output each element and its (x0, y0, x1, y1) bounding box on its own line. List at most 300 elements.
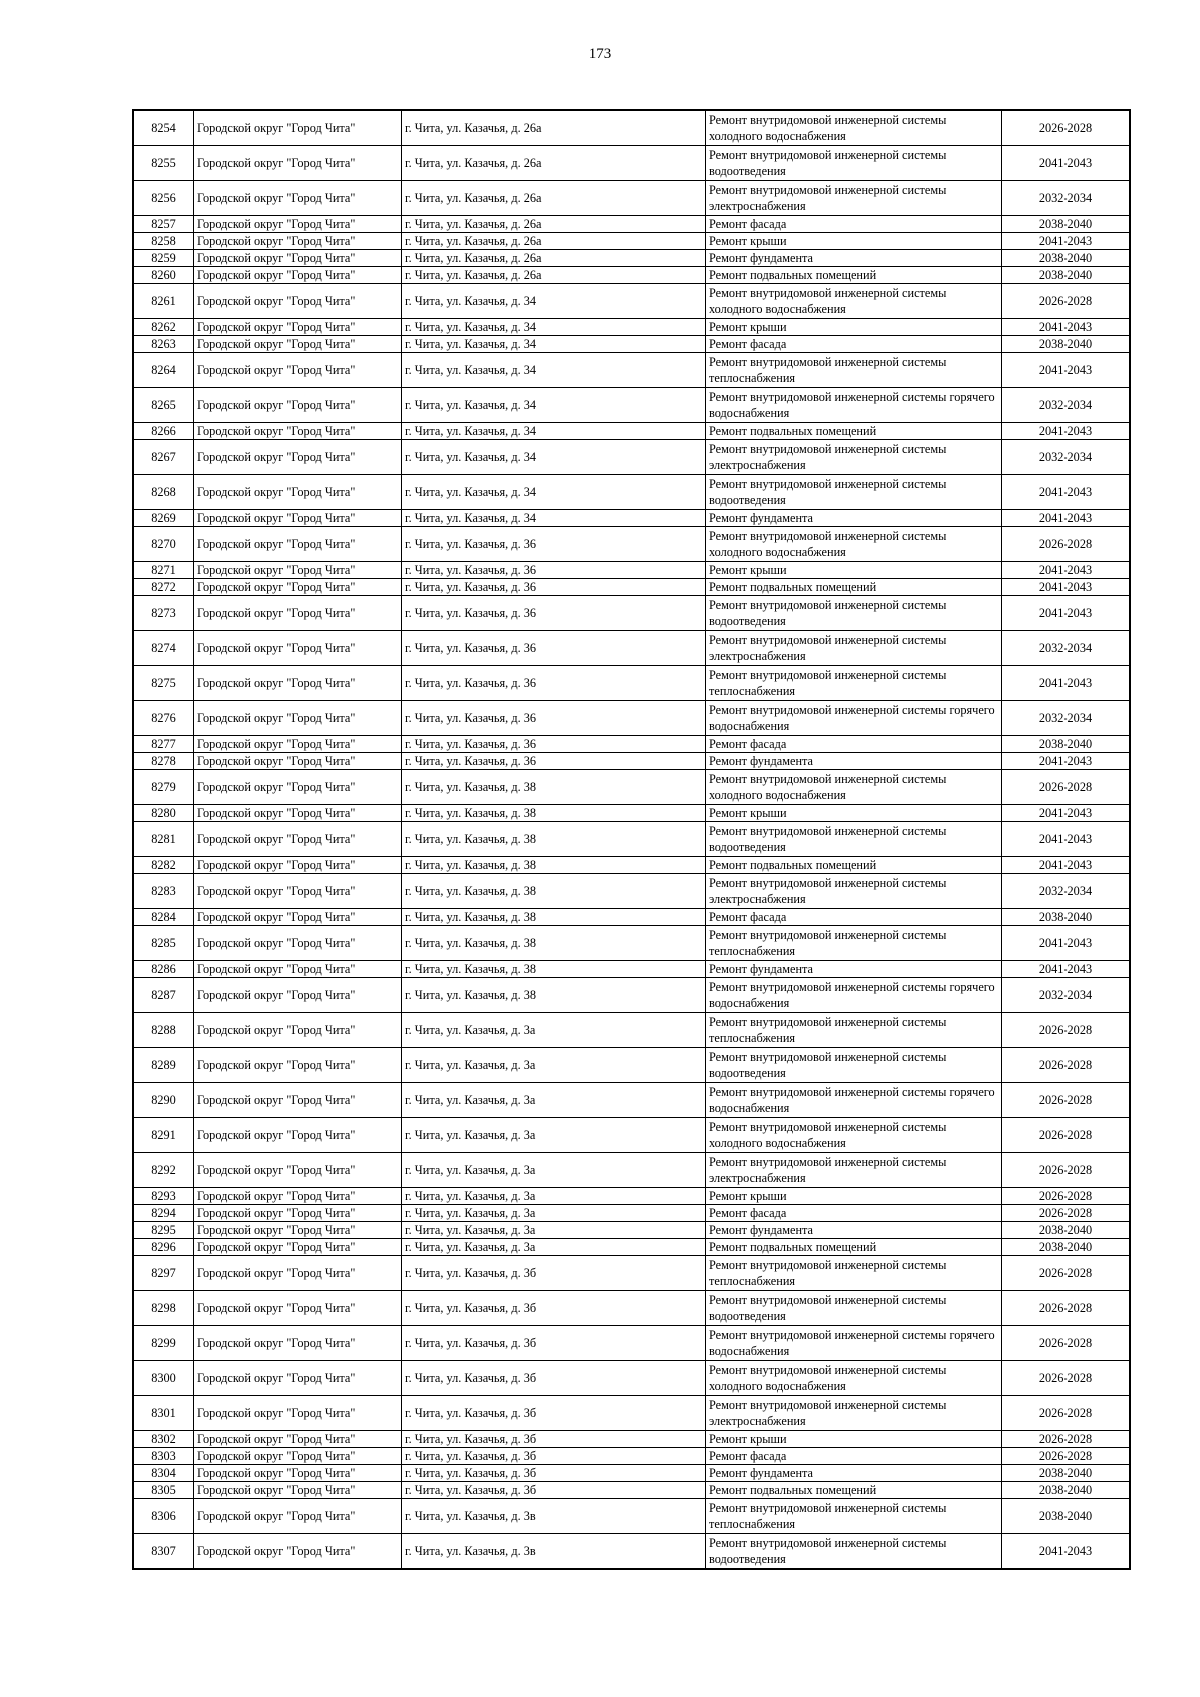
address-cell: г. Чита, ул. Казачья, д. 3а (402, 1118, 706, 1153)
work-type-cell: Ремонт внутридомовой инженерной системы холодного водоснабжения (706, 1361, 1002, 1396)
row-number-cell: 8277 (134, 736, 194, 753)
table-row (134, 1083, 1130, 1118)
period-cell: 2041-2043 (1002, 857, 1130, 874)
table-row (134, 336, 1130, 353)
work-type-cell: Ремонт внутридомовой инженерной системы водоотведения (706, 822, 1002, 857)
table-row (134, 1256, 1130, 1291)
address-cell: г. Чита, ул. Казачья, д. 36 (402, 753, 706, 770)
municipality-cell: Городской округ "Город Чита" (194, 1431, 402, 1448)
row-number-cell: 8280 (134, 805, 194, 822)
table-row (134, 978, 1130, 1013)
municipality-cell: Городской округ "Город Чита" (194, 1083, 402, 1118)
municipality-cell: Городской округ "Город Чита" (194, 666, 402, 701)
row-number-cell: 8304 (134, 1465, 194, 1482)
municipality-cell: Городской округ "Город Чита" (194, 909, 402, 926)
row-number-cell: 8289 (134, 1048, 194, 1083)
work-type-cell: Ремонт внутридомовой инженерной системы теплоснабжения (706, 1256, 1002, 1291)
row-number-cell: 8269 (134, 510, 194, 527)
table-row (134, 1153, 1130, 1188)
work-type-cell: Ремонт подвальных помещений (706, 1482, 1002, 1499)
row-number-cell: 8256 (134, 181, 194, 216)
period-cell: 2026-2028 (1002, 527, 1130, 562)
address-cell: г. Чита, ул. Казачья, д. 3а (402, 1083, 706, 1118)
address-cell: г. Чита, ул. Казачья, д. 36 (402, 527, 706, 562)
row-number-cell: 8265 (134, 388, 194, 423)
period-cell: 2032-2034 (1002, 874, 1130, 909)
period-cell: 2026-2028 (1002, 1326, 1130, 1361)
address-cell: г. Чита, ул. Казачья, д. 34 (402, 336, 706, 353)
table-row (134, 1188, 1130, 1205)
table-row (134, 111, 1130, 146)
address-cell: г. Чита, ул. Казачья, д. 3б (402, 1291, 706, 1326)
municipality-cell: Городской округ "Город Чита" (194, 336, 402, 353)
period-cell: 2026-2028 (1002, 1118, 1130, 1153)
municipality-cell: Городской округ "Город Чита" (194, 1013, 402, 1048)
work-type-cell: Ремонт подвальных помещений (706, 857, 1002, 874)
period-cell: 2041-2043 (1002, 805, 1130, 822)
work-type-cell: Ремонт фундамента (706, 250, 1002, 267)
work-type-cell: Ремонт внутридомовой инженерной системы электроснабжения (706, 1396, 1002, 1431)
period-cell: 2032-2034 (1002, 631, 1130, 666)
period-cell: 2038-2040 (1002, 909, 1130, 926)
period-cell: 2041-2043 (1002, 753, 1130, 770)
row-number-cell: 8295 (134, 1222, 194, 1239)
address-cell: г. Чита, ул. Казачья, д. 3б (402, 1361, 706, 1396)
table-row (134, 216, 1130, 233)
address-cell: г. Чита, ул. Казачья, д. 3а (402, 1205, 706, 1222)
work-type-cell: Ремонт фасада (706, 216, 1002, 233)
municipality-cell: Городской округ "Город Чита" (194, 857, 402, 874)
period-cell: 2026-2028 (1002, 284, 1130, 319)
municipality-cell: Городской округ "Город Чита" (194, 353, 402, 388)
municipality-cell: Городской округ "Город Чита" (194, 701, 402, 736)
row-number-cell: 8307 (134, 1534, 194, 1569)
table-row (134, 666, 1130, 701)
work-type-cell: Ремонт крыши (706, 1188, 1002, 1205)
period-cell: 2026-2028 (1002, 1153, 1130, 1188)
row-number-cell: 8257 (134, 216, 194, 233)
municipality-cell: Городской округ "Город Чита" (194, 388, 402, 423)
row-number-cell: 8264 (134, 353, 194, 388)
table-row (134, 736, 1130, 753)
municipality-cell: Городской округ "Город Чита" (194, 961, 402, 978)
work-type-cell: Ремонт внутридомовой инженерной системы холодного водоснабжения (706, 770, 1002, 805)
period-cell: 2041-2043 (1002, 926, 1130, 961)
row-number-cell: 8305 (134, 1482, 194, 1499)
municipality-cell: Городской округ "Город Чита" (194, 267, 402, 284)
address-cell: г. Чита, ул. Казачья, д. 36 (402, 666, 706, 701)
period-cell: 2041-2043 (1002, 510, 1130, 527)
address-cell: г. Чита, ул. Казачья, д. 3в (402, 1499, 706, 1534)
address-cell: г. Чита, ул. Казачья, д. 3б (402, 1256, 706, 1291)
address-cell: г. Чита, ул. Казачья, д. 38 (402, 822, 706, 857)
row-number-cell: 8255 (134, 146, 194, 181)
table-row (134, 181, 1130, 216)
period-cell: 2032-2034 (1002, 701, 1130, 736)
period-cell: 2026-2028 (1002, 1256, 1130, 1291)
table-row (134, 1118, 1130, 1153)
table-row (134, 250, 1130, 267)
work-type-cell: Ремонт фундамента (706, 510, 1002, 527)
period-cell: 2026-2028 (1002, 1291, 1130, 1326)
period-cell: 2026-2028 (1002, 1448, 1130, 1465)
table-body (134, 111, 1130, 1569)
table-row (134, 1013, 1130, 1048)
work-type-cell: Ремонт внутридомовой инженерной системы теплоснабжения (706, 1499, 1002, 1534)
table-row (134, 961, 1130, 978)
work-type-cell: Ремонт внутридомовой инженерной системы теплоснабжения (706, 1013, 1002, 1048)
table-row (134, 1326, 1130, 1361)
address-cell: г. Чита, ул. Казачья, д. 3б (402, 1326, 706, 1361)
work-type-cell: Ремонт внутридомовой инженерной системы водоотведения (706, 1291, 1002, 1326)
work-type-cell: Ремонт фасада (706, 1448, 1002, 1465)
work-type-cell: Ремонт внутридомовой инженерной системы электроснабжения (706, 1153, 1002, 1188)
address-cell: г. Чита, ул. Казачья, д. 3а (402, 1222, 706, 1239)
municipality-cell: Городской округ "Город Чита" (194, 510, 402, 527)
work-type-cell: Ремонт фундамента (706, 753, 1002, 770)
row-number-cell: 8259 (134, 250, 194, 267)
row-number-cell: 8268 (134, 475, 194, 510)
table-row (134, 319, 1130, 336)
row-number-cell: 8281 (134, 822, 194, 857)
row-number-cell: 8291 (134, 1118, 194, 1153)
municipality-cell: Городской округ "Город Чита" (194, 596, 402, 631)
municipality-cell: Городской округ "Город Чита" (194, 475, 402, 510)
municipality-cell: Городской округ "Город Чита" (194, 736, 402, 753)
table-row (134, 1534, 1130, 1569)
municipality-cell: Городской округ "Город Чита" (194, 233, 402, 250)
period-cell: 2038-2040 (1002, 216, 1130, 233)
period-cell: 2032-2034 (1002, 181, 1130, 216)
municipality-cell: Городской округ "Город Чита" (194, 1396, 402, 1431)
period-cell: 2041-2043 (1002, 822, 1130, 857)
work-type-cell: Ремонт внутридомовой инженерной системы теплоснабжения (706, 926, 1002, 961)
address-cell: г. Чита, ул. Казачья, д. 34 (402, 475, 706, 510)
work-type-cell: Ремонт крыши (706, 805, 1002, 822)
row-number-cell: 8287 (134, 978, 194, 1013)
table-row (134, 423, 1130, 440)
municipality-cell: Городской округ "Город Чита" (194, 1499, 402, 1534)
municipality-cell: Городской округ "Город Чита" (194, 1048, 402, 1083)
row-number-cell: 8261 (134, 284, 194, 319)
work-type-cell: Ремонт фундамента (706, 961, 1002, 978)
row-number-cell: 8285 (134, 926, 194, 961)
table-row (134, 805, 1130, 822)
table-row (134, 388, 1130, 423)
work-type-cell: Ремонт фасада (706, 1205, 1002, 1222)
address-cell: г. Чита, ул. Казачья, д. 3а (402, 1188, 706, 1205)
period-cell: 2038-2040 (1002, 1499, 1130, 1534)
address-cell: г. Чита, ул. Казачья, д. 26а (402, 216, 706, 233)
work-type-cell: Ремонт внутридомовой инженерной системы водоотведения (706, 1534, 1002, 1569)
municipality-cell: Городской округ "Город Чита" (194, 319, 402, 336)
table-row (134, 874, 1130, 909)
work-type-cell: Ремонт внутридомовой инженерной системы горячего водоснабжения (706, 701, 1002, 736)
row-number-cell: 8301 (134, 1396, 194, 1431)
table-row (134, 267, 1130, 284)
table-row (134, 562, 1130, 579)
work-type-cell: Ремонт фасада (706, 909, 1002, 926)
work-type-cell: Ремонт фундамента (706, 1222, 1002, 1239)
table-row (134, 353, 1130, 388)
row-number-cell: 8283 (134, 874, 194, 909)
row-number-cell: 8278 (134, 753, 194, 770)
address-cell: г. Чита, ул. Казачья, д. 38 (402, 926, 706, 961)
period-cell: 2026-2028 (1002, 1361, 1130, 1396)
municipality-cell: Городской округ "Город Чита" (194, 1534, 402, 1569)
municipality-cell: Городской округ "Город Чита" (194, 753, 402, 770)
work-type-cell: Ремонт внутридомовой инженерной системы холодного водоснабжения (706, 1118, 1002, 1153)
period-cell: 2026-2028 (1002, 1013, 1130, 1048)
address-cell: г. Чита, ул. Казачья, д. 38 (402, 874, 706, 909)
table-row (134, 440, 1130, 475)
period-cell: 2038-2040 (1002, 336, 1130, 353)
table-row (134, 1361, 1130, 1396)
table-row (134, 1448, 1130, 1465)
municipality-cell: Городской округ "Город Чита" (194, 1239, 402, 1256)
row-number-cell: 8293 (134, 1188, 194, 1205)
row-number-cell: 8260 (134, 267, 194, 284)
municipality-cell: Городской округ "Город Чита" (194, 1465, 402, 1482)
table-row (134, 527, 1130, 562)
work-type-cell: Ремонт крыши (706, 233, 1002, 250)
repair-schedule-table (133, 110, 1130, 1569)
work-type-cell: Ремонт внутридомовой инженерной системы электроснабжения (706, 874, 1002, 909)
table-row (134, 753, 1130, 770)
period-cell: 2038-2040 (1002, 1239, 1130, 1256)
period-cell: 2041-2043 (1002, 353, 1130, 388)
address-cell: г. Чита, ул. Казачья, д. 34 (402, 319, 706, 336)
municipality-cell: Городской округ "Город Чита" (194, 926, 402, 961)
row-number-cell: 8306 (134, 1499, 194, 1534)
table-row (134, 510, 1130, 527)
municipality-cell: Городской округ "Город Чита" (194, 1291, 402, 1326)
work-type-cell: Ремонт внутридомовой инженерной системы электроснабжения (706, 181, 1002, 216)
municipality-cell: Городской округ "Город Чита" (194, 562, 402, 579)
period-cell: 2026-2028 (1002, 1396, 1130, 1431)
row-number-cell: 8286 (134, 961, 194, 978)
row-number-cell: 8299 (134, 1326, 194, 1361)
address-cell: г. Чита, ул. Казачья, д. 3б (402, 1482, 706, 1499)
municipality-cell: Городской округ "Город Чита" (194, 770, 402, 805)
address-cell: г. Чита, ул. Казачья, д. 36 (402, 701, 706, 736)
work-type-cell: Ремонт внутридомовой инженерной системы горячего водоснабжения (706, 1083, 1002, 1118)
row-number-cell: 8258 (134, 233, 194, 250)
row-number-cell: 8276 (134, 701, 194, 736)
period-cell: 2032-2034 (1002, 440, 1130, 475)
address-cell: г. Чита, ул. Казачья, д. 3а (402, 1239, 706, 1256)
address-cell: г. Чита, ул. Казачья, д. 26а (402, 111, 706, 146)
municipality-cell: Городской округ "Город Чита" (194, 1118, 402, 1153)
period-cell: 2026-2028 (1002, 1205, 1130, 1222)
table-row (134, 857, 1130, 874)
table-row (134, 1222, 1130, 1239)
work-type-cell: Ремонт внутридомовой инженерной системы теплоснабжения (706, 353, 1002, 388)
address-cell: г. Чита, ул. Казачья, д. 36 (402, 596, 706, 631)
address-cell: г. Чита, ул. Казачья, д. 34 (402, 284, 706, 319)
row-number-cell: 8290 (134, 1083, 194, 1118)
period-cell: 2026-2028 (1002, 770, 1130, 805)
work-type-cell: Ремонт крыши (706, 562, 1002, 579)
table-row (134, 1431, 1130, 1448)
page-number: 173 (588, 46, 612, 62)
row-number-cell: 8294 (134, 1205, 194, 1222)
address-cell: г. Чита, ул. Казачья, д. 3б (402, 1448, 706, 1465)
row-number-cell: 8267 (134, 440, 194, 475)
table-row (134, 596, 1130, 631)
address-cell: г. Чита, ул. Казачья, д. 3б (402, 1431, 706, 1448)
municipality-cell: Городской округ "Город Чита" (194, 440, 402, 475)
period-cell: 2032-2034 (1002, 978, 1130, 1013)
address-cell: г. Чита, ул. Казачья, д. 38 (402, 978, 706, 1013)
work-type-cell: Ремонт внутридомовой инженерной системы водоотведения (706, 475, 1002, 510)
row-number-cell: 8272 (134, 579, 194, 596)
table-row (134, 701, 1130, 736)
address-cell: г. Чита, ул. Казачья, д. 34 (402, 510, 706, 527)
address-cell: г. Чита, ул. Казачья, д. 38 (402, 857, 706, 874)
work-type-cell: Ремонт внутридомовой инженерной системы горячего водоснабжения (706, 978, 1002, 1013)
period-cell: 2041-2043 (1002, 475, 1130, 510)
work-type-cell: Ремонт фундамента (706, 1465, 1002, 1482)
address-cell: г. Чита, ул. Казачья, д. 38 (402, 805, 706, 822)
table-row (134, 1499, 1130, 1534)
work-type-cell: Ремонт фасада (706, 736, 1002, 753)
table-row (134, 822, 1130, 857)
period-cell: 2041-2043 (1002, 579, 1130, 596)
period-cell: 2032-2034 (1002, 388, 1130, 423)
row-number-cell: 8262 (134, 319, 194, 336)
row-number-cell: 8274 (134, 631, 194, 666)
municipality-cell: Городской округ "Город Чита" (194, 216, 402, 233)
work-type-cell: Ремонт внутридомовой инженерной системы электроснабжения (706, 631, 1002, 666)
work-type-cell: Ремонт крыши (706, 319, 1002, 336)
address-cell: г. Чита, ул. Казачья, д. 26а (402, 233, 706, 250)
municipality-cell: Городской округ "Город Чита" (194, 1361, 402, 1396)
work-type-cell: Ремонт подвальных помещений (706, 579, 1002, 596)
address-cell: г. Чита, ул. Казачья, д. 34 (402, 353, 706, 388)
period-cell: 2038-2040 (1002, 1465, 1130, 1482)
municipality-cell: Городской округ "Город Чита" (194, 805, 402, 822)
work-type-cell: Ремонт внутридомовой инженерной системы холодного водоснабжения (706, 111, 1002, 146)
row-number-cell: 8275 (134, 666, 194, 701)
period-cell: 2041-2043 (1002, 666, 1130, 701)
work-type-cell: Ремонт внутридомовой инженерной системы холодного водоснабжения (706, 284, 1002, 319)
period-cell: 2038-2040 (1002, 1222, 1130, 1239)
municipality-cell: Городской округ "Город Чита" (194, 631, 402, 666)
table-row (134, 1291, 1130, 1326)
period-cell: 2041-2043 (1002, 233, 1130, 250)
work-type-cell: Ремонт подвальных помещений (706, 267, 1002, 284)
address-cell: г. Чита, ул. Казачья, д. 3а (402, 1153, 706, 1188)
municipality-cell: Городской округ "Город Чита" (194, 1448, 402, 1465)
work-type-cell: Ремонт крыши (706, 1431, 1002, 1448)
municipality-cell: Городской округ "Город Чита" (194, 146, 402, 181)
address-cell: г. Чита, ул. Казачья, д. 36 (402, 736, 706, 753)
work-type-cell: Ремонт фасада (706, 336, 1002, 353)
address-cell: г. Чита, ул. Казачья, д. 26а (402, 181, 706, 216)
period-cell: 2038-2040 (1002, 736, 1130, 753)
work-type-cell: Ремонт подвальных помещений (706, 423, 1002, 440)
row-number-cell: 8271 (134, 562, 194, 579)
row-number-cell: 8302 (134, 1431, 194, 1448)
municipality-cell: Городской округ "Город Чита" (194, 1326, 402, 1361)
municipality-cell: Городской округ "Город Чита" (194, 822, 402, 857)
address-cell: г. Чита, ул. Казачья, д. 36 (402, 562, 706, 579)
row-number-cell: 8300 (134, 1361, 194, 1396)
period-cell: 2026-2028 (1002, 1431, 1130, 1448)
work-type-cell: Ремонт внутридомовой инженерной системы холодного водоснабжения (706, 527, 1002, 562)
period-cell: 2041-2043 (1002, 319, 1130, 336)
row-number-cell: 8266 (134, 423, 194, 440)
row-number-cell: 8297 (134, 1256, 194, 1291)
work-type-cell: Ремонт внутридомовой инженерной системы горячего водоснабжения (706, 1326, 1002, 1361)
municipality-cell: Городской округ "Город Чита" (194, 1188, 402, 1205)
row-number-cell: 8296 (134, 1239, 194, 1256)
address-cell: г. Чита, ул. Казачья, д. 34 (402, 388, 706, 423)
address-cell: г. Чита, ул. Казачья, д. 34 (402, 423, 706, 440)
period-cell: 2038-2040 (1002, 250, 1130, 267)
row-number-cell: 8303 (134, 1448, 194, 1465)
address-cell: г. Чита, ул. Казачья, д. 38 (402, 961, 706, 978)
address-cell: г. Чита, ул. Казачья, д. 26а (402, 250, 706, 267)
table-row (134, 926, 1130, 961)
row-number-cell: 8254 (134, 111, 194, 146)
period-cell: 2041-2043 (1002, 146, 1130, 181)
table-row (134, 233, 1130, 250)
municipality-cell: Городской округ "Город Чита" (194, 579, 402, 596)
address-cell: г. Чита, ул. Казачья, д. 36 (402, 631, 706, 666)
row-number-cell: 8282 (134, 857, 194, 874)
work-type-cell: Ремонт внутридомовой инженерной системы водоотведения (706, 146, 1002, 181)
address-cell: г. Чита, ул. Казачья, д. 26а (402, 267, 706, 284)
municipality-cell: Городской округ "Город Чита" (194, 111, 402, 146)
table-row (134, 1396, 1130, 1431)
municipality-cell: Городской округ "Город Чита" (194, 1222, 402, 1239)
table-row (134, 909, 1130, 926)
row-number-cell: 8298 (134, 1291, 194, 1326)
table-row (134, 1205, 1130, 1222)
row-number-cell: 8288 (134, 1013, 194, 1048)
address-cell: г. Чита, ул. Казачья, д. 34 (402, 440, 706, 475)
work-type-cell: Ремонт внутридомовой инженерной системы теплоснабжения (706, 666, 1002, 701)
table-row (134, 1048, 1130, 1083)
work-type-cell: Ремонт подвальных помещений (706, 1239, 1002, 1256)
work-type-cell: Ремонт внутридомовой инженерной системы электроснабжения (706, 440, 1002, 475)
address-cell: г. Чита, ул. Казачья, д. 3в (402, 1534, 706, 1569)
row-number-cell: 8284 (134, 909, 194, 926)
period-cell: 2026-2028 (1002, 1083, 1130, 1118)
municipality-cell: Городской округ "Город Чита" (194, 1205, 402, 1222)
row-number-cell: 8279 (134, 770, 194, 805)
period-cell: 2038-2040 (1002, 267, 1130, 284)
address-cell: г. Чита, ул. Казачья, д. 36 (402, 579, 706, 596)
table-row (134, 284, 1130, 319)
row-number-cell: 8273 (134, 596, 194, 631)
table-row (134, 579, 1130, 596)
row-number-cell: 8292 (134, 1153, 194, 1188)
address-cell: г. Чита, ул. Казачья, д. 3а (402, 1048, 706, 1083)
address-cell: г. Чита, ул. Казачья, д. 26а (402, 146, 706, 181)
period-cell: 2038-2040 (1002, 1482, 1130, 1499)
municipality-cell: Городской округ "Город Чита" (194, 978, 402, 1013)
period-cell: 2041-2043 (1002, 1534, 1130, 1569)
row-number-cell: 8263 (134, 336, 194, 353)
address-cell: г. Чита, ул. Казачья, д. 3б (402, 1465, 706, 1482)
municipality-cell: Городской округ "Город Чита" (194, 181, 402, 216)
address-cell: г. Чита, ул. Казачья, д. 38 (402, 909, 706, 926)
work-type-cell: Ремонт внутридомовой инженерной системы водоотведения (706, 1048, 1002, 1083)
row-number-cell: 8270 (134, 527, 194, 562)
